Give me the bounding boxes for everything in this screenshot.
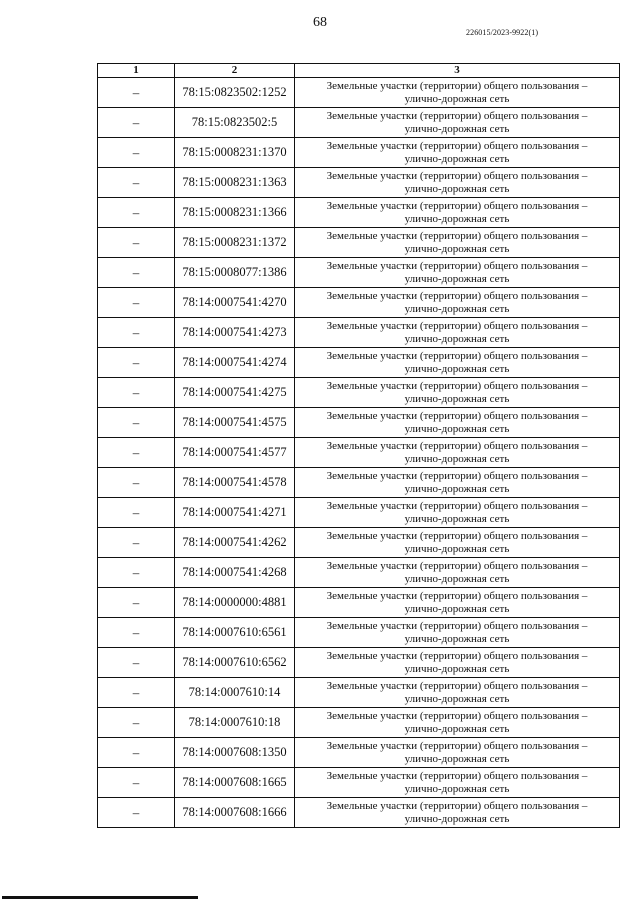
land-use-line-2: улично-дорожная сеть <box>404 812 510 825</box>
table-row <box>98 108 620 138</box>
land-plots-table <box>97 63 620 828</box>
row-number-cell: – <box>98 438 175 468</box>
land-use-cell <box>295 108 620 138</box>
table-row <box>98 708 620 738</box>
document-reference: 226015/2023-9922(1) <box>466 28 539 37</box>
column-header-2: 2 <box>175 64 295 78</box>
cadastral-number-cell: 78:14:0007610:18 <box>175 708 295 738</box>
table-row <box>98 288 620 318</box>
cadastral-number-cell: 78:14:0007541:4577 <box>175 438 295 468</box>
row-number-cell: – <box>98 708 175 738</box>
cadastral-number-cell: 78:14:0007541:4273 <box>175 318 295 348</box>
table-row <box>98 558 620 588</box>
cadastral-number-cell: 78:14:0007608:1665 <box>175 768 295 798</box>
table-body <box>98 78 620 828</box>
table-row <box>98 228 620 258</box>
land-use-line-2: улично-дорожная сеть <box>404 122 510 135</box>
cadastral-number-cell: 78:15:0823502:5 <box>175 108 295 138</box>
column-header-3: 3 <box>295 64 620 78</box>
land-use-cell <box>295 528 620 558</box>
footnote-separator <box>2 896 198 899</box>
table-row <box>98 528 620 558</box>
row-number-cell: – <box>98 498 175 528</box>
cadastral-number-cell: 78:14:0007610:14 <box>175 678 295 708</box>
land-use-cell <box>295 498 620 528</box>
table-row <box>98 198 620 228</box>
land-use-cell <box>295 738 620 768</box>
land-use-line-1: Земельные участки (территории) общего пользования – <box>326 799 588 812</box>
land-use-line-1: Земельные участки (территории) общего пользования – <box>326 559 588 572</box>
land-use-line-2: улично-дорожная сеть <box>404 272 510 285</box>
row-number-cell: – <box>98 138 175 168</box>
row-number-cell: – <box>98 798 175 828</box>
table-row <box>98 618 620 648</box>
land-use-cell <box>295 678 620 708</box>
row-number-cell: – <box>98 768 175 798</box>
land-use-line-2: улично-дорожная сеть <box>404 752 510 765</box>
table-header-row <box>98 64 620 78</box>
land-use-line-1: Земельные участки (территории) общего пользования – <box>326 169 588 182</box>
land-use-line-2: улично-дорожная сеть <box>404 782 510 795</box>
table-row <box>98 738 620 768</box>
cadastral-number-cell: 78:14:0000000:4881 <box>175 588 295 618</box>
land-use-line-1: Земельные участки (территории) общего пользования – <box>326 379 588 392</box>
land-use-line-1: Земельные участки (территории) общего пользования – <box>326 769 588 782</box>
row-number-cell: – <box>98 318 175 348</box>
land-use-line-2: улично-дорожная сеть <box>404 362 510 375</box>
land-use-line-1: Земельные участки (территории) общего пользования – <box>326 229 588 242</box>
row-number-cell: – <box>98 78 175 108</box>
land-use-cell <box>295 558 620 588</box>
cadastral-number-cell: 78:14:0007608:1666 <box>175 798 295 828</box>
cadastral-number-cell: 78:14:0007541:4578 <box>175 468 295 498</box>
land-use-line-1: Земельные участки (территории) общего пользования – <box>326 679 588 692</box>
cadastral-number-cell: 78:15:0823502:1252 <box>175 78 295 108</box>
land-use-line-2: улично-дорожная сеть <box>404 692 510 705</box>
land-use-cell <box>295 318 620 348</box>
land-use-cell <box>295 288 620 318</box>
land-use-line-2: улично-дорожная сеть <box>404 512 510 525</box>
land-use-cell <box>295 768 620 798</box>
land-use-line-1: Земельные участки (территории) общего пользования – <box>326 589 588 602</box>
cadastral-number-cell: 78:14:0007541:4275 <box>175 378 295 408</box>
land-use-line-2: улично-дорожная сеть <box>404 152 510 165</box>
land-use-cell <box>295 618 620 648</box>
cadastral-number-cell: 78:14:0007610:6561 <box>175 618 295 648</box>
table-row <box>98 588 620 618</box>
row-number-cell: – <box>98 288 175 318</box>
land-use-cell <box>295 588 620 618</box>
land-use-line-1: Земельные участки (территории) общего пользования – <box>326 739 588 752</box>
row-number-cell: – <box>98 198 175 228</box>
land-use-line-2: улично-дорожная сеть <box>404 182 510 195</box>
cadastral-number-cell: 78:14:0007541:4274 <box>175 348 295 378</box>
table-row <box>98 498 620 528</box>
land-use-line-2: улично-дорожная сеть <box>404 542 510 555</box>
land-use-line-1: Земельные участки (территории) общего пользования – <box>326 439 588 452</box>
cadastral-number-cell: 78:14:0007541:4268 <box>175 558 295 588</box>
land-use-cell <box>295 258 620 288</box>
row-number-cell: – <box>98 228 175 258</box>
cadastral-number-cell: 78:14:0007541:4262 <box>175 528 295 558</box>
cadastral-number-cell: 78:14:0007610:6562 <box>175 648 295 678</box>
land-use-cell <box>295 168 620 198</box>
land-use-line-1: Земельные участки (территории) общего пользования – <box>326 319 588 332</box>
land-use-cell <box>295 378 620 408</box>
land-use-cell <box>295 648 620 678</box>
land-use-line-2: улично-дорожная сеть <box>404 302 510 315</box>
cadastral-number-cell: 78:14:0007541:4575 <box>175 408 295 438</box>
land-use-line-2: улично-дорожная сеть <box>404 422 510 435</box>
row-number-cell: – <box>98 108 175 138</box>
row-number-cell: – <box>98 258 175 288</box>
column-header-1: 1 <box>98 64 175 78</box>
land-use-cell <box>295 708 620 738</box>
land-use-line-2: улично-дорожная сеть <box>404 392 510 405</box>
table-row <box>98 258 620 288</box>
cadastral-number-cell: 78:14:0007608:1350 <box>175 738 295 768</box>
cadastral-number-cell: 78:15:0008077:1386 <box>175 258 295 288</box>
table-row <box>98 78 620 108</box>
land-use-line-2: улично-дорожная сеть <box>404 92 510 105</box>
row-number-cell: – <box>98 468 175 498</box>
row-number-cell: – <box>98 378 175 408</box>
land-use-cell <box>295 228 620 258</box>
land-use-line-1: Земельные участки (территории) общего пользования – <box>326 649 588 662</box>
table-row <box>98 438 620 468</box>
land-use-cell <box>295 138 620 168</box>
land-use-line-1: Земельные участки (территории) общего пользования – <box>326 259 588 272</box>
row-number-cell: – <box>98 588 175 618</box>
land-use-cell <box>295 78 620 108</box>
row-number-cell: – <box>98 348 175 378</box>
land-use-line-1: Земельные участки (территории) общего пользования – <box>326 529 588 542</box>
row-number-cell: – <box>98 738 175 768</box>
land-use-line-1: Земельные участки (территории) общего пользования – <box>326 499 588 512</box>
land-use-line-1: Земельные участки (территории) общего пользования – <box>326 349 588 362</box>
land-use-line-1: Земельные участки (территории) общего пользования – <box>326 709 588 722</box>
land-use-line-2: улично-дорожная сеть <box>404 332 510 345</box>
table-row <box>98 138 620 168</box>
land-use-cell <box>295 468 620 498</box>
land-use-line-2: улично-дорожная сеть <box>404 452 510 465</box>
table-row <box>98 168 620 198</box>
land-use-cell <box>295 348 620 378</box>
page-number: 68 <box>313 15 327 30</box>
cadastral-number-cell: 78:15:0008231:1363 <box>175 168 295 198</box>
row-number-cell: – <box>98 408 175 438</box>
cadastral-number-cell: 78:14:0007541:4271 <box>175 498 295 528</box>
table-row <box>98 798 620 828</box>
land-use-line-2: улично-дорожная сеть <box>404 482 510 495</box>
cadastral-number-cell: 78:15:0008231:1366 <box>175 198 295 228</box>
row-number-cell: – <box>98 648 175 678</box>
row-number-cell: – <box>98 168 175 198</box>
land-use-cell <box>295 798 620 828</box>
land-use-line-1: Земельные участки (территории) общего пользования – <box>326 619 588 632</box>
land-use-line-2: улично-дорожная сеть <box>404 602 510 615</box>
cadastral-number-cell: 78:14:0007541:4270 <box>175 288 295 318</box>
table-row <box>98 678 620 708</box>
row-number-cell: – <box>98 678 175 708</box>
land-use-line-1: Земельные участки (территории) общего пользования – <box>326 79 588 92</box>
land-use-line-2: улично-дорожная сеть <box>404 662 510 675</box>
land-use-line-1: Земельные участки (территории) общего пользования – <box>326 109 588 122</box>
row-number-cell: – <box>98 618 175 648</box>
land-use-line-1: Земельные участки (территории) общего пользования – <box>326 289 588 302</box>
row-number-cell: – <box>98 528 175 558</box>
land-use-cell <box>295 438 620 468</box>
cadastral-number-cell: 78:15:0008231:1372 <box>175 228 295 258</box>
land-use-cell <box>295 198 620 228</box>
land-use-line-1: Земельные участки (территории) общего пользования – <box>326 139 588 152</box>
land-use-line-1: Земельные участки (территории) общего пользования – <box>326 199 588 212</box>
land-use-line-2: улично-дорожная сеть <box>404 572 510 585</box>
table-row <box>98 348 620 378</box>
land-use-cell <box>295 408 620 438</box>
land-use-line-1: Земельные участки (территории) общего пользования – <box>326 469 588 482</box>
table-row <box>98 468 620 498</box>
table-row <box>98 648 620 678</box>
land-use-line-2: улично-дорожная сеть <box>404 632 510 645</box>
table-row <box>98 768 620 798</box>
land-use-line-1: Земельные участки (территории) общего пользования – <box>326 409 588 422</box>
row-number-cell: – <box>98 558 175 588</box>
table-row <box>98 318 620 348</box>
land-use-line-2: улично-дорожная сеть <box>404 242 510 255</box>
land-use-line-2: улично-дорожная сеть <box>404 212 510 225</box>
cadastral-number-cell: 78:15:0008231:1370 <box>175 138 295 168</box>
land-use-line-2: улично-дорожная сеть <box>404 722 510 735</box>
table-row <box>98 378 620 408</box>
table-row <box>98 408 620 438</box>
